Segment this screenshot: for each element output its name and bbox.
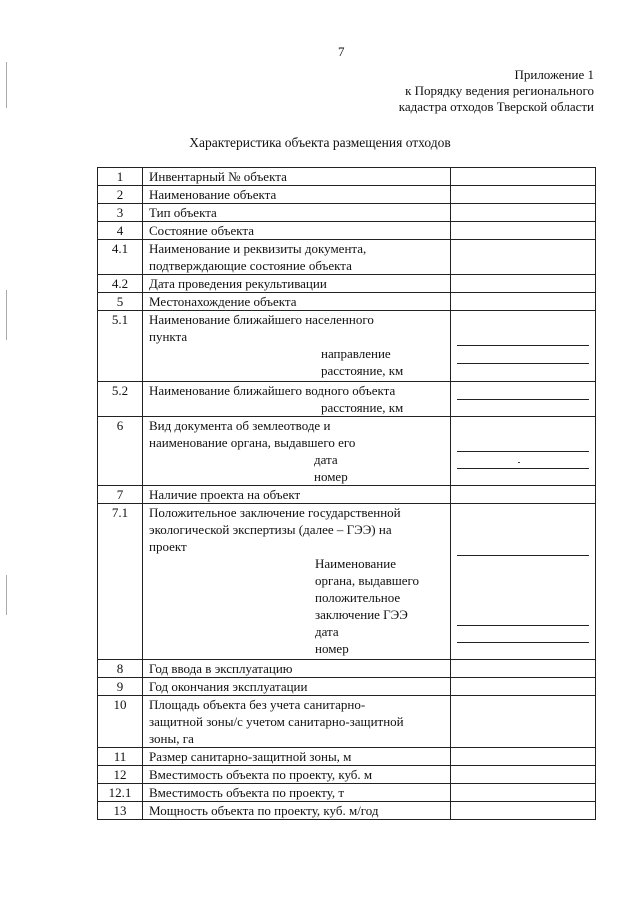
- appendix-line: Приложение 1: [514, 67, 594, 82]
- table-row: [98, 186, 596, 204]
- row-number: 4.1: [98, 240, 143, 275]
- label-text: Наименование ближайшего населенного пункта: [149, 312, 374, 344]
- row-number: 7: [98, 486, 143, 504]
- row-label: [143, 168, 451, 186]
- label-text: Положительное заключение государственной экологической экспертизы (далее – ГЭЭ) на проект: [149, 505, 401, 554]
- value-cell[interactable]: [451, 417, 596, 486]
- value-slot[interactable]: [457, 222, 589, 239]
- row-label: [143, 204, 451, 222]
- value-slot[interactable]: [457, 696, 589, 747]
- row-number: 5.2: [98, 382, 143, 417]
- table-row: [98, 748, 596, 766]
- row-number: 2: [98, 186, 143, 204]
- sub-label: дата: [314, 452, 338, 467]
- value-cell[interactable]: [451, 168, 596, 186]
- value-cell[interactable]: [451, 696, 596, 748]
- row-label: [143, 748, 451, 766]
- value-cell[interactable]: [451, 240, 596, 275]
- sub-label: номер: [315, 641, 349, 656]
- scan-edge-mark: [6, 575, 7, 615]
- value-cell[interactable]: [451, 486, 596, 504]
- sub-label: направление: [321, 346, 391, 361]
- label-text: Инвентарный № объекта: [149, 169, 287, 184]
- row-label: [143, 417, 451, 486]
- appendix-line: кадастра отходов Тверской области: [398, 99, 594, 114]
- scan-edge-mark: [6, 62, 7, 108]
- value-slot[interactable]: [457, 293, 589, 310]
- row-label: [143, 222, 451, 240]
- row-number: 4: [98, 222, 143, 240]
- value-slot[interactable]: [457, 399, 589, 416]
- value-slot[interactable]: [457, 504, 589, 555]
- table-row: [98, 311, 596, 382]
- table-row: [98, 168, 596, 186]
- table-row: [98, 802, 596, 820]
- label-text: Вместимость объекта по проекту, т: [149, 785, 344, 800]
- value-slot[interactable]: [457, 784, 589, 801]
- value-slot[interactable]: [457, 766, 589, 783]
- value-slot[interactable]: [457, 311, 589, 345]
- label-text: Размер санитарно-защитной зоны, м: [149, 749, 352, 764]
- value-cell[interactable]: [451, 802, 596, 820]
- row-label: [143, 678, 451, 696]
- sub-label: расстояние, км: [321, 363, 404, 378]
- label-text: Вместимость объекта по проекту, куб. м: [149, 767, 373, 782]
- table-row: [98, 486, 596, 504]
- row-label: [143, 382, 451, 417]
- label-text: Местонахождение объекта: [149, 294, 297, 309]
- row-number: 12.1: [98, 784, 143, 802]
- value-cell[interactable]: [451, 382, 596, 417]
- row-label: [143, 784, 451, 802]
- table-row: [98, 275, 596, 293]
- table-row: [98, 504, 596, 660]
- value-slot[interactable]: [457, 802, 589, 819]
- sub-label: номер: [314, 469, 348, 484]
- row-label: [143, 486, 451, 504]
- label-text: Наличие проекта на объект: [149, 487, 301, 502]
- value-slot[interactable]: [457, 363, 589, 381]
- table-row: [98, 204, 596, 222]
- scan-speck: [518, 462, 520, 463]
- value-slot[interactable]: [457, 275, 589, 292]
- row-number: 8: [98, 660, 143, 678]
- table-row: [98, 382, 596, 417]
- value-slot[interactable]: [457, 660, 589, 677]
- value-cell[interactable]: [451, 186, 596, 204]
- value-cell[interactable]: [451, 222, 596, 240]
- row-number: 12: [98, 766, 143, 784]
- sub-label: Наименование органа, выдавшего положительное заключение ГЭЭ: [315, 556, 420, 622]
- label-text: Год ввода в эксплуатацию: [149, 661, 293, 676]
- value-cell[interactable]: [451, 275, 596, 293]
- value-slot[interactable]: [457, 240, 589, 274]
- value-slot[interactable]: [457, 748, 589, 765]
- row-number: 1: [98, 168, 143, 186]
- row-label: [143, 311, 451, 382]
- value-slot[interactable]: [457, 678, 589, 695]
- row-number: 6: [98, 417, 143, 486]
- table-row: [98, 678, 596, 696]
- row-number: 5.1: [98, 311, 143, 382]
- label-text: Площадь объекта без учета санитарно- защитной зоны/с учетом санитарно-защитной зоны, га: [149, 697, 404, 746]
- row-number: 10: [98, 696, 143, 748]
- appendix-header: [399, 67, 594, 115]
- row-label: [143, 696, 451, 748]
- label-text: Наименование объекта: [149, 187, 277, 202]
- table-row: [98, 660, 596, 678]
- value-slot[interactable]: [457, 417, 589, 451]
- label-text: Тип объекта: [149, 205, 217, 220]
- value-cell[interactable]: [451, 504, 596, 660]
- row-number: 4.2: [98, 275, 143, 293]
- value-slot[interactable]: [457, 382, 589, 399]
- value-cell[interactable]: [451, 766, 596, 784]
- label-text: Вид документа об землеотводе и наименование органа, выдавшего его: [149, 418, 356, 450]
- table-row: [98, 696, 596, 748]
- value-cell[interactable]: [451, 293, 596, 311]
- row-number: 3: [98, 204, 143, 222]
- row-label: [143, 660, 451, 678]
- page-number: 7: [338, 44, 345, 59]
- value-cell[interactable]: [451, 204, 596, 222]
- value-slot[interactable]: [457, 468, 589, 485]
- scan-edge-mark: [6, 290, 7, 340]
- label-text: Мощность объекта по проекту, куб. м/год: [149, 803, 379, 818]
- value-slot[interactable]: [457, 186, 589, 203]
- row-number: 5: [98, 293, 143, 311]
- label-text: Дата проведения рекультивации: [149, 276, 327, 291]
- value-cell[interactable]: [451, 748, 596, 766]
- row-number: 13: [98, 802, 143, 820]
- row-label: [143, 186, 451, 204]
- table-row: [98, 222, 596, 240]
- row-label: [143, 766, 451, 784]
- row-number: 9: [98, 678, 143, 696]
- table-row: [98, 240, 596, 275]
- sub-label: расстояние, км: [321, 400, 404, 415]
- value-slot[interactable]: [457, 168, 589, 185]
- value-cell[interactable]: [451, 678, 596, 696]
- document-title: Характеристика объекта размещения отходов: [189, 135, 451, 150]
- table-row: [98, 417, 596, 486]
- value-slot[interactable]: [457, 642, 589, 659]
- label-text: Наименование и реквизиты документа, подтверждающие состояние объекта: [149, 241, 367, 273]
- appendix-line: к Порядку ведения регионального: [405, 83, 594, 98]
- value-cell[interactable]: [451, 660, 596, 678]
- row-label: [143, 275, 451, 293]
- label-text: Состояние объекта: [149, 223, 254, 238]
- value-cell[interactable]: [451, 311, 596, 382]
- table-row: [98, 293, 596, 311]
- table-row: [98, 784, 596, 802]
- sub-label: дата: [315, 624, 339, 639]
- row-label: [143, 293, 451, 311]
- value-cell[interactable]: [451, 784, 596, 802]
- label-text: Наименование ближайшего водного объекта: [149, 383, 396, 398]
- value-slot[interactable]: [457, 451, 589, 468]
- object-characteristics-table: [97, 167, 596, 820]
- value-slot[interactable]: [457, 486, 589, 503]
- value-slot[interactable]: [457, 625, 589, 642]
- row-number: 11: [98, 748, 143, 766]
- value-slot[interactable]: [457, 204, 589, 221]
- row-label: [143, 802, 451, 820]
- value-slot[interactable]: [457, 555, 589, 625]
- table-row: [98, 766, 596, 784]
- row-label: [143, 240, 451, 275]
- value-slot[interactable]: [457, 345, 589, 363]
- label-text: Год окончания эксплуатации: [149, 679, 308, 694]
- row-label: [143, 504, 451, 660]
- row-number: 7.1: [98, 504, 143, 660]
